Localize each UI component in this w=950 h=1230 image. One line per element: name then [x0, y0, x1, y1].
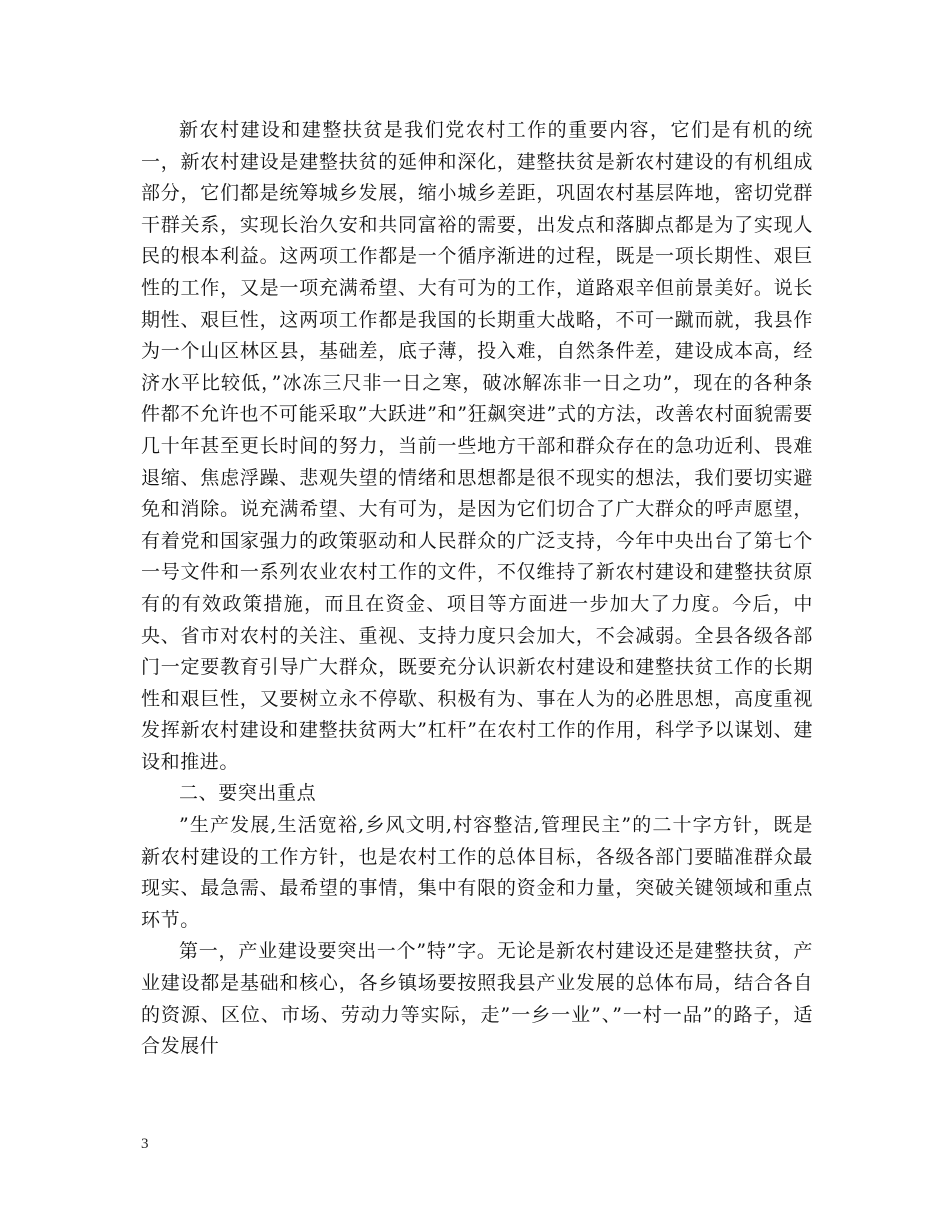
page-number: 3 — [141, 1136, 149, 1152]
section-heading-key-points: 二、要突出重点 — [179, 782, 317, 805]
document-body — [141, 115, 813, 1063]
paragraph-twenty-character-policy: ”生产发展,生活宽裕,乡风文明,村容整洁,管理民主”的二十字方针，既是新农村建设的工作方针，也是农村工作的总体目标，各级各部门要瞄准群众最现实、最急需、最希望的事情，集中有限的资金和力量，突破关键领域和重点环节。 — [141, 814, 813, 931]
paragraph-industry-construction: 第一，产业建设要突出一个”特”字。无论是新农村建设还是建整扶贫，产业建设都是基础和核心，各乡镇场要按照我县产业发展的总体布局，结合各自的资源、区位、市场、劳动力等实际，走”一乡一业”、”一村一品”的路子，适合发展什 — [141, 940, 813, 1058]
paragraph-rural-construction-overview: 新农村建设和建整扶贫是我们党农村工作的重要内容，它们是有机的统一，新农村建设是建整扶贫的延伸和深化，建整扶贫是新农村建设的有机组成部分，它们都是统筹城乡发展，缩小城乡差距，巩固农村基层阵地，密切党群干群关系，实现长治久安和共同富裕的需要，出发点和落脚点都是为了实现人民的根本利益。这两项工作都是一个循序渐进的过程，既是一项长期性、艰巨性的工作，又是一项充满希望、大有可为的工作，道路艰辛但前景美好。说长期性、艰巨性，这两项工作都是我国的长期重大战略，不可一蹴而就，我县作为一个山区林区县，基础差，底子薄，投入难，自然条件差，建设成本高，经济水平比较低，”冰冻三尺非一日之寒，破冰解冻非一日之功”，现在的各种条件都不允许也不可能采取”大跃进”和”狂飙突进”式的方法，改善农村面貌需要几十年甚至更长时间的努力，当前一些地方干部和群众存在的急功近利、畏难退缩、焦虑浮躁、悲观失望的情绪和思想都是很不现实的想法，我们要切实避免和消除。说充满希望、大有可为，是因为它们切合了广大群众的呼声愿望，有着党和国家强力的政策驱动和人民群众的广泛支持，今年中央出台了第七个一号文件和一系列农业农村工作的文件，不仅维持了新农村建设和建整扶贫原有的有效政策措施，而且在资金、项目等方面进一步加大了力度。今后，中央、省市对农村的关注、重视、支持力度只会加大，不会减弱。全县各级各部门一定要教育引导广大群众，既要充分认识新农村建设和建整扶贫工作的长期性和艰巨性，又要树立永不停歇、积极有为、事在人为的必胜思想，高度重视发挥新农村建设和建整扶贫两大”杠杆”在农村工作的作用，科学予以谋划、建设和推进。 — [141, 119, 813, 773]
